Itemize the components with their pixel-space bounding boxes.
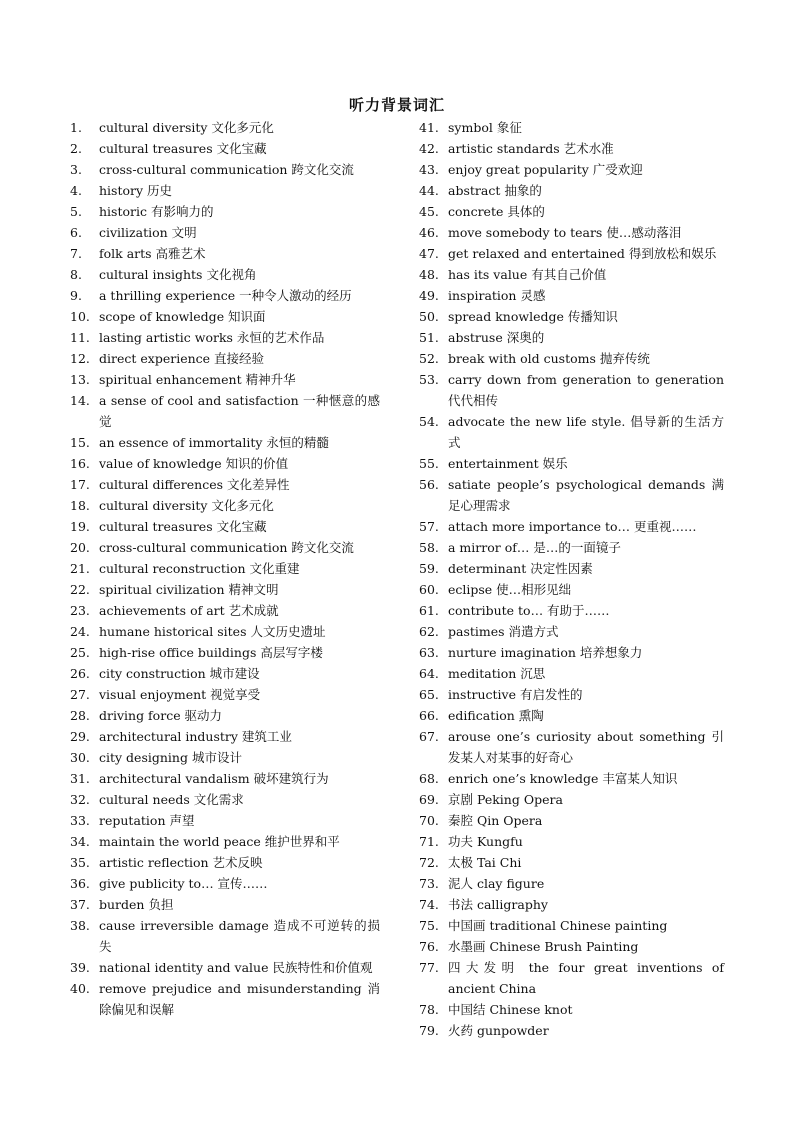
list-item	[70, 243, 380, 264]
item-number: 28.	[70, 708, 90, 723]
list-item	[70, 432, 380, 453]
item-number: 46.	[419, 225, 439, 240]
item-text: scope of knowledge 知识面	[99, 309, 266, 324]
item-number: 64.	[419, 666, 439, 681]
list-item	[70, 621, 380, 642]
item-text: abstract 抽象的	[448, 183, 542, 198]
item-text: give publicity to… 宣传……	[99, 876, 268, 891]
item-number: 65.	[419, 687, 439, 702]
list-item	[419, 936, 724, 957]
item-text: folk arts 高雅艺术	[99, 246, 206, 261]
item-number: 63.	[419, 645, 439, 660]
item-text: instructive 有启发性的	[448, 687, 583, 702]
item-text: 太极 Tai Chi	[448, 855, 522, 870]
item-text: symbol 象征	[448, 120, 522, 135]
item-number: 53.	[419, 372, 439, 387]
item-text: cultural reconstruction 文化重建	[99, 561, 300, 576]
item-text: break with old customs 抛弃传统	[448, 351, 650, 366]
list-item	[70, 894, 380, 915]
item-number: 60.	[419, 582, 439, 597]
item-text: 水墨画 Chinese Brush Painting	[448, 939, 639, 954]
item-text: cultural insights 文化视角	[99, 267, 257, 282]
item-number: 17.	[70, 477, 90, 492]
item-text: entertainment 娱乐	[448, 456, 568, 471]
item-text: remove prejudice and misunderstanding 消除偏见和误解	[99, 981, 380, 1017]
item-text: attach more importance to… 更重视……	[448, 519, 697, 534]
item-text: 书法 calligraphy	[448, 897, 548, 912]
list-item	[419, 201, 724, 222]
item-number: 72.	[419, 855, 439, 870]
item-number: 75.	[419, 918, 439, 933]
list-item	[419, 159, 724, 180]
item-number: 71.	[419, 834, 439, 849]
item-number: 14.	[70, 393, 90, 408]
list-item	[70, 516, 380, 537]
item-number: 56.	[419, 477, 439, 492]
item-number: 8.	[70, 267, 82, 282]
list-item	[70, 180, 380, 201]
item-text: maintain the world peace 维护世界和平	[99, 834, 340, 849]
item-text: an essence of immortality 永恒的精髓	[99, 435, 329, 450]
item-number: 29.	[70, 729, 90, 744]
list-item	[419, 453, 724, 474]
item-text: reputation 声望	[99, 813, 195, 828]
item-text: determinant 决定性因素	[448, 561, 593, 576]
item-number: 58.	[419, 540, 439, 555]
list-item	[70, 915, 380, 957]
list-item	[419, 117, 724, 138]
list-item	[419, 768, 724, 789]
list-item	[70, 201, 380, 222]
item-number: 34.	[70, 834, 90, 849]
item-text: spiritual civilization 精神文明	[99, 582, 279, 597]
item-text: burden 负担	[99, 897, 174, 912]
item-text: advocate the new life style. 倡导新的生活方式	[448, 414, 724, 450]
item-text: national identity and value 民族特性和价值观	[99, 960, 373, 975]
item-text: high-rise office buildings 高层写字楼	[99, 645, 323, 660]
item-number: 12.	[70, 351, 90, 366]
item-text: cultural diversity 文化多元化	[99, 120, 274, 135]
item-text: 京剧 Peking Opera	[448, 792, 563, 807]
item-text: lasting artistic works 永恒的艺术作品	[99, 330, 325, 345]
list-item	[70, 117, 380, 138]
list-item	[70, 600, 380, 621]
list-item	[70, 726, 380, 747]
item-text: enjoy great popularity 广受欢迎	[448, 162, 643, 177]
list-item	[70, 348, 380, 369]
item-number: 59.	[419, 561, 439, 576]
list-item	[70, 978, 380, 1020]
item-number: 77.	[419, 960, 439, 975]
item-text: a sense of cool and satisfaction 一种惬意的感觉	[99, 393, 380, 429]
item-text: driving force 驱动力	[99, 708, 223, 723]
item-number: 73.	[419, 876, 439, 891]
list-item	[70, 453, 380, 474]
item-text: humane historical sites 人文历史遗址	[99, 624, 326, 639]
item-number: 41.	[419, 120, 439, 135]
item-number: 22.	[70, 582, 90, 597]
item-number: 32.	[70, 792, 90, 807]
item-text: direct experience 直接经验	[99, 351, 265, 366]
list-item	[419, 474, 724, 516]
list-item	[419, 264, 724, 285]
list-item	[70, 789, 380, 810]
item-text: cultural diversity 文化多元化	[99, 498, 274, 513]
list-item	[419, 663, 724, 684]
item-number: 67.	[419, 729, 439, 744]
list-item	[419, 327, 724, 348]
item-text: edification 熏陶	[448, 708, 544, 723]
list-item	[419, 726, 724, 768]
item-number: 15.	[70, 435, 90, 450]
item-text: architectural vandalism 破坏建筑行为	[99, 771, 329, 786]
item-number: 68.	[419, 771, 439, 786]
item-text: visual enjoyment 视觉享受	[99, 687, 261, 702]
item-text: cultural differences 文化差异性	[99, 477, 290, 492]
item-number: 1.	[70, 120, 82, 135]
item-number: 39.	[70, 960, 90, 975]
item-number: 49.	[419, 288, 439, 303]
item-text: enrich one’s knowledge 丰富某人知识	[448, 771, 678, 786]
item-text: move somebody to tears 使…感动落泪	[448, 225, 682, 240]
list-item	[419, 915, 724, 936]
item-number: 61.	[419, 603, 439, 618]
item-text: cultural treasures 文化宝藏	[99, 141, 267, 156]
item-number: 52.	[419, 351, 439, 366]
item-number: 78.	[419, 1002, 439, 1017]
list-item	[419, 222, 724, 243]
list-item	[419, 999, 724, 1020]
item-text: cultural treasures 文化宝藏	[99, 519, 267, 534]
list-item	[70, 810, 380, 831]
item-number: 4.	[70, 183, 82, 198]
list-item	[70, 537, 380, 558]
list-item	[419, 810, 724, 831]
list-item	[419, 1020, 724, 1041]
item-text: eclipse 使…相形见绌	[448, 582, 572, 597]
item-number: 10.	[70, 309, 90, 324]
item-text: spread knowledge 传播知识	[448, 309, 618, 324]
item-number: 24.	[70, 624, 90, 639]
item-text: abstruse 深奥的	[448, 330, 545, 345]
item-text: 中国结 Chinese knot	[448, 1002, 573, 1017]
vocab-list-left	[70, 117, 380, 1020]
item-number: 43.	[419, 162, 439, 177]
list-item	[70, 768, 380, 789]
item-number: 36.	[70, 876, 90, 891]
item-number: 38.	[70, 918, 90, 933]
list-item	[70, 558, 380, 579]
item-number: 40.	[70, 981, 90, 996]
item-number: 5.	[70, 204, 82, 219]
item-text: satiate people’s psychological demands 满足心理需求	[448, 477, 724, 513]
list-item	[70, 285, 380, 306]
list-item	[419, 558, 724, 579]
item-text: meditation 沉思	[448, 666, 546, 681]
item-number: 54.	[419, 414, 439, 429]
list-item	[419, 285, 724, 306]
item-text: 四大发明 the four great inventions of ancient China	[448, 960, 724, 996]
item-number: 76.	[419, 939, 439, 954]
item-number: 74.	[419, 897, 439, 912]
item-text: pastimes 消遣方式	[448, 624, 559, 639]
item-number: 21.	[70, 561, 90, 576]
list-item	[70, 663, 380, 684]
item-number: 25.	[70, 645, 90, 660]
list-item	[419, 369, 724, 411]
item-number: 69.	[419, 792, 439, 807]
item-number: 27.	[70, 687, 90, 702]
item-number: 33.	[70, 813, 90, 828]
item-text: cause irreversible damage 造成不可逆转的损失	[99, 918, 380, 954]
list-item	[70, 264, 380, 285]
item-text: nurture imagination 培养想象力	[448, 645, 643, 660]
list-item	[70, 957, 380, 978]
list-item	[419, 873, 724, 894]
list-item	[419, 579, 724, 600]
item-number: 23.	[70, 603, 90, 618]
item-number: 20.	[70, 540, 90, 555]
list-item	[70, 684, 380, 705]
item-text: 火药 gunpowder	[448, 1023, 549, 1038]
item-number: 31.	[70, 771, 90, 786]
item-number: 3.	[70, 162, 82, 177]
list-item	[419, 831, 724, 852]
item-number: 55.	[419, 456, 439, 471]
item-number: 57.	[419, 519, 439, 534]
item-number: 2.	[70, 141, 82, 156]
list-item	[70, 852, 380, 873]
item-text: achievements of art 艺术成就	[99, 603, 279, 618]
vocab-list-right	[419, 117, 724, 1041]
item-text: artistic standards 艺术水准	[448, 141, 614, 156]
item-number: 16.	[70, 456, 90, 471]
item-number: 42.	[419, 141, 439, 156]
list-item	[70, 222, 380, 243]
item-text: contribute to… 有助于……	[448, 603, 610, 618]
list-item	[419, 957, 724, 999]
list-item	[419, 411, 724, 453]
list-item	[419, 852, 724, 873]
list-item	[419, 306, 724, 327]
list-item	[419, 642, 724, 663]
list-item	[70, 579, 380, 600]
item-text: carry down from generation to generation 代代相传	[448, 372, 724, 408]
item-text: civilization 文明	[99, 225, 197, 240]
item-text: historic 有影响力的	[99, 204, 214, 219]
item-text: city construction 城市建设	[99, 666, 260, 681]
list-item	[70, 138, 380, 159]
list-item	[419, 516, 724, 537]
item-text: cross-cultural communication 跨文化交流	[99, 162, 354, 177]
list-item	[419, 348, 724, 369]
item-text: cultural needs 文化需求	[99, 792, 244, 807]
list-item	[70, 369, 380, 390]
item-number: 35.	[70, 855, 90, 870]
item-text: has its value 有其自己价值	[448, 267, 607, 282]
item-number: 6.	[70, 225, 82, 240]
list-item	[419, 894, 724, 915]
item-number: 7.	[70, 246, 82, 261]
item-number: 18.	[70, 498, 90, 513]
list-item	[419, 537, 724, 558]
item-text: history 历史	[99, 183, 173, 198]
item-number: 51.	[419, 330, 439, 345]
list-item	[70, 327, 380, 348]
list-item	[419, 684, 724, 705]
list-item	[70, 747, 380, 768]
list-item	[70, 159, 380, 180]
item-number: 30.	[70, 750, 90, 765]
item-number: 62.	[419, 624, 439, 639]
item-text: arouse one’s curiosity about something 引发某人对某事的好奇心	[448, 729, 724, 765]
list-item	[419, 138, 724, 159]
list-item	[419, 789, 724, 810]
page-title: 听力背景词汇	[348, 96, 445, 114]
item-text: architectural industry 建筑工业	[99, 729, 292, 744]
item-number: 9.	[70, 288, 82, 303]
item-text: artistic reflection 艺术反映	[99, 855, 263, 870]
item-number: 47.	[419, 246, 439, 261]
item-text: a mirror of… 是…的一面镜子	[448, 540, 621, 555]
item-text: spiritual enhancement 精神升华	[99, 372, 296, 387]
list-item	[419, 705, 724, 726]
item-number: 37.	[70, 897, 90, 912]
item-number: 79.	[419, 1023, 439, 1038]
item-text: a thrilling experience 一种令人激动的经历	[99, 288, 352, 303]
item-text: 泥人 clay figure	[448, 876, 545, 891]
list-item	[419, 180, 724, 201]
item-number: 11.	[70, 330, 90, 345]
item-number: 44.	[419, 183, 439, 198]
list-item	[70, 642, 380, 663]
item-number: 66.	[419, 708, 439, 723]
item-number: 70.	[419, 813, 439, 828]
item-text: concrete 具体的	[448, 204, 545, 219]
list-item	[419, 243, 724, 264]
list-item	[70, 390, 380, 432]
item-text: inspiration 灵感	[448, 288, 546, 303]
item-text: city designing 城市设计	[99, 750, 242, 765]
list-item	[419, 600, 724, 621]
list-item	[70, 306, 380, 327]
item-number: 19.	[70, 519, 90, 534]
list-item	[70, 705, 380, 726]
item-number: 26.	[70, 666, 90, 681]
item-text: 功夫 Kungfu	[448, 834, 523, 849]
list-item	[70, 831, 380, 852]
list-item	[70, 495, 380, 516]
item-number: 45.	[419, 204, 439, 219]
item-text: 秦腔 Qin Opera	[448, 813, 543, 828]
item-number: 13.	[70, 372, 90, 387]
list-item	[419, 621, 724, 642]
item-text: value of knowledge 知识的价值	[99, 456, 289, 471]
item-number: 50.	[419, 309, 439, 324]
item-text: get relaxed and entertained 得到放松和娱乐	[448, 246, 717, 261]
item-text: 中国画 traditional Chinese painting	[448, 918, 668, 933]
list-item	[70, 474, 380, 495]
item-text: cross-cultural communication 跨文化交流	[99, 540, 354, 555]
item-number: 48.	[419, 267, 439, 282]
list-item	[70, 873, 380, 894]
